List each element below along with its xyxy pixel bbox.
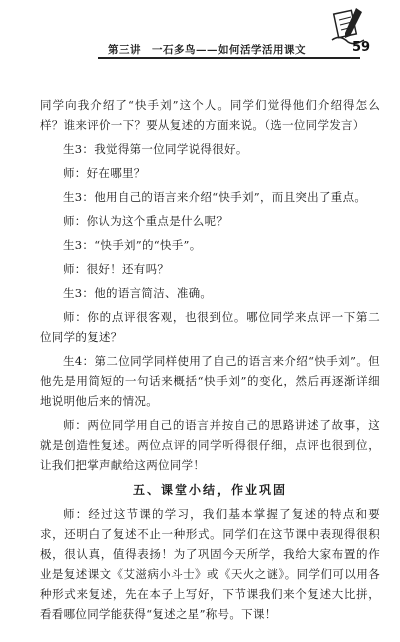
page-body bbox=[40, 95, 380, 628]
page-header bbox=[0, 0, 400, 70]
paragraph: 生4：第二位同学同样使用了自己的语言来介绍“快手刘”。但他先是用简短的一句话来概括“快手刘”的变化，然后再逐渐详细地说明他后来的情况。 bbox=[40, 354, 380, 408]
paragraph: 师：你认为这个重点是什么呢？ bbox=[63, 214, 229, 228]
paragraph: 师：两位同学用自己的语言并按自己的思路讲述了故事，这就是创造性复述。两位点评的同学听得很仔细，点评也很到位，让我们把掌声献给这两位同学！ bbox=[40, 418, 380, 472]
paragraph: 同学向我介绍了“快手刘”这个人。同学们觉得他们介绍得怎么样？谁来评价一下？要从复述的方面来说。（选一位同学发言） bbox=[40, 98, 380, 132]
closing-paragraph: 师：经过这节课的学习，我们基本掌握了复述的特点和要求，还明白了复述不止一种形式。同学们在这节课中表现得很积极，很认真，值得表扬！为了巩固今天所学，我给大家布置的作业是复述课文《艾滋病小斗士》或《天火之谜》。同学们可以用各种形式来复述，先在本子上写好，下节课我们来个复述大比拼，看看哪位同学能获得“复述之星”称号。下课！ bbox=[40, 507, 380, 621]
section-heading: 五、课堂小结，作业巩固 bbox=[132, 483, 287, 497]
page-number: 59 bbox=[352, 40, 371, 55]
paragraph: 生3：我觉得第一位同学说得很好。 bbox=[63, 142, 248, 156]
paragraph: 生3：他的语言简洁、准确。 bbox=[63, 286, 213, 300]
paragraph: 师：很好！还有吗？ bbox=[63, 262, 170, 276]
paragraph: 生3：他用自己的语言来介绍“快手刘”，而且突出了重点。 bbox=[63, 190, 367, 204]
paragraph: 师：好在哪里？ bbox=[63, 166, 146, 180]
paragraph-list bbox=[40, 95, 380, 475]
paragraph: 生3：“快手刘”的“快手”。 bbox=[63, 238, 202, 252]
header-rule bbox=[98, 57, 360, 59]
paragraph: 师：你的点评很客观，也很到位。哪位同学来点评一下第二位同学的复述？ bbox=[40, 310, 380, 344]
chapter-title: 第三讲 一石多鸟——如何活学活用课文 bbox=[108, 44, 306, 56]
